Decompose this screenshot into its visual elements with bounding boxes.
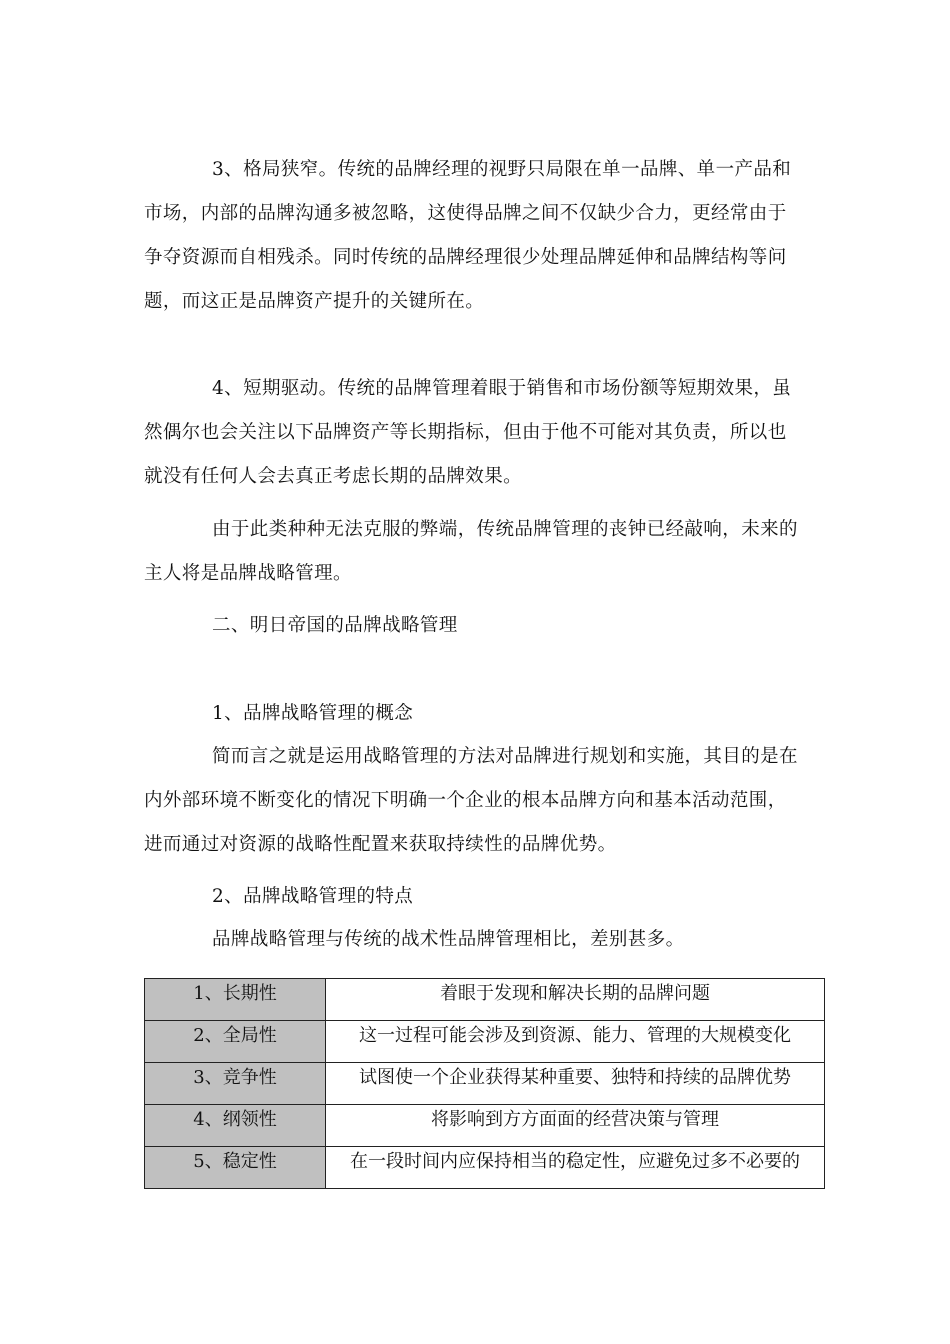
paragraph-narrow-scope-line-3: 争夺资源而自相残杀。同时传统的品牌经理很少处理品牌延伸和品牌结构等问 (144, 247, 787, 268)
paragraph-concept-line-1: 简而言之就是运用战略管理的方法对品牌进行规划和实施，其目的是在 (212, 746, 798, 767)
feature-label: 4、纲领性 (193, 1109, 277, 1130)
table-row (145, 1105, 825, 1147)
table-cell-desc (326, 1021, 825, 1063)
feature-label: 3、竞争性 (193, 1067, 277, 1088)
table-cell-label (145, 1147, 326, 1189)
table-row (145, 1021, 825, 1063)
feature-desc: 试图使一个企业获得某种重要、独特和持续的品牌优势 (359, 1067, 791, 1088)
table-cell-desc (326, 1063, 825, 1105)
paragraph-narrow-scope-line-1: 3、格局狭窄。传统的品牌经理的视野只局限在单一品牌、单一产品和 (212, 159, 792, 180)
feature-label: 5、稳定性 (193, 1151, 277, 1172)
feature-desc: 着眼于发现和解决长期的品牌问题 (440, 983, 710, 1004)
feature-desc: 将影响到方方面面的经营决策与管理 (431, 1109, 719, 1130)
paragraph-conclusion-line-1: 由于此类种种无法克服的弊端，传统品牌管理的丧钟已经敲响，未来的 (212, 519, 798, 540)
table-row (145, 979, 825, 1021)
table-cell-desc (326, 1147, 825, 1189)
table-cell-label (145, 1063, 326, 1105)
table-cell-label (145, 1021, 326, 1063)
subheading-features: 2、品牌战略管理的特点 (212, 886, 414, 907)
paragraph-short-term-line-1: 4、短期驱动。传统的品牌管理着眼于销售和市场份额等短期效果，虽 (212, 378, 792, 399)
table-cell-label (145, 1105, 326, 1147)
feature-desc: 在一段时间内应保持相当的稳定性，应避免过多不必要的 (350, 1151, 800, 1172)
table-cell-desc (326, 979, 825, 1021)
section-heading-brand-strategy: 二、明日帝国的品牌战略管理 (212, 615, 458, 636)
table-cell-desc (326, 1105, 825, 1147)
feature-label: 2、全局性 (193, 1025, 277, 1046)
feature-label: 1、长期性 (193, 983, 277, 1004)
subheading-concept: 1、品牌战略管理的概念 (212, 703, 414, 724)
table-row (145, 1147, 825, 1189)
features-table (144, 978, 825, 1189)
paragraph-conclusion-line-2: 主人将是品牌战略管理。 (144, 563, 352, 584)
paragraph-short-term-line-3: 就没有任何人会去真正考虑长期的品牌效果。 (144, 466, 523, 487)
feature-desc: 这一过程可能会涉及到资源、能力、管理的大规模变化 (359, 1025, 791, 1046)
paragraph-short-term-line-2: 然偶尔也会关注以下品牌资产等长期指标，但由于他不可能对其负责，所以也 (144, 422, 787, 443)
paragraph-concept-line-3: 进而通过对资源的战略性配置来获取持续性的品牌优势。 (144, 834, 617, 855)
table-row (145, 1063, 825, 1105)
paragraph-narrow-scope-line-2: 市场，内部的品牌沟通多被忽略，这使得品牌之间不仅缺少合力，更经常由于 (144, 203, 787, 224)
table-cell-label (145, 979, 326, 1021)
paragraph-features-intro: 品牌战略管理与传统的战术性品牌管理相比，差别甚多。 (212, 929, 685, 950)
paragraph-narrow-scope-line-4: 题，而这正是品牌资产提升的关键所在。 (144, 291, 485, 312)
paragraph-concept-line-2: 内外部环境不断变化的情况下明确一个企业的根本品牌方向和基本活动范围， (144, 790, 787, 811)
